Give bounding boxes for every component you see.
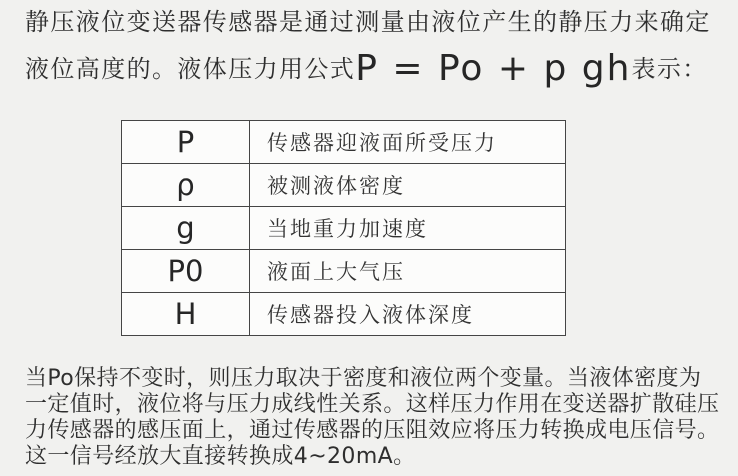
symbol-cell: g — [122, 207, 250, 250]
intro-paragraph — [25, 6, 725, 89]
body-line-2: 一定值时，液位将与压力成线性关系。这样压力作用在变送器扩散硅压 — [25, 392, 720, 417]
body-paragraph — [25, 366, 725, 470]
table-row — [122, 207, 566, 250]
symbol-cell: P0 — [122, 250, 250, 293]
symbol-cell: H — [122, 293, 250, 336]
symbol-cell: ρ — [122, 164, 250, 207]
description-cell: 传感器迎液面所受压力 — [250, 121, 566, 164]
table-row — [122, 250, 566, 293]
description-cell: 液面上大气压 — [250, 250, 566, 293]
intro-line-1: 静压液位变送器传感器是通过测量由液位产生的静压力来确定 — [25, 8, 711, 36]
table-row — [122, 164, 566, 207]
symbol-cell: P — [122, 121, 250, 164]
pressure-formula: P = Po + p gh — [355, 48, 632, 89]
intro-line-2-prefix: 液位高度的。液体压力用公式 — [25, 55, 356, 83]
symbol-definition-table — [121, 120, 566, 336]
intro-line-2 — [25, 48, 725, 89]
description-cell: 被测液体密度 — [250, 164, 566, 207]
table-row — [122, 121, 566, 164]
body-line-1: 当Po保持不变时，则压力取决于密度和液位两个变量。当液体密度为 — [25, 366, 702, 391]
body-line-3: 力传感器的感压面上，通过传感器的压阻效应将压力转换成电压信号。 — [25, 418, 720, 443]
description-cell: 传感器投入液体深度 — [250, 293, 566, 336]
body-line-4: 这一信号经放大直接转换成4~20mA。 — [25, 444, 416, 469]
intro-line-2-suffix: 表示： — [631, 55, 708, 83]
table-row — [122, 293, 566, 336]
description-cell: 当地重力加速度 — [250, 207, 566, 250]
